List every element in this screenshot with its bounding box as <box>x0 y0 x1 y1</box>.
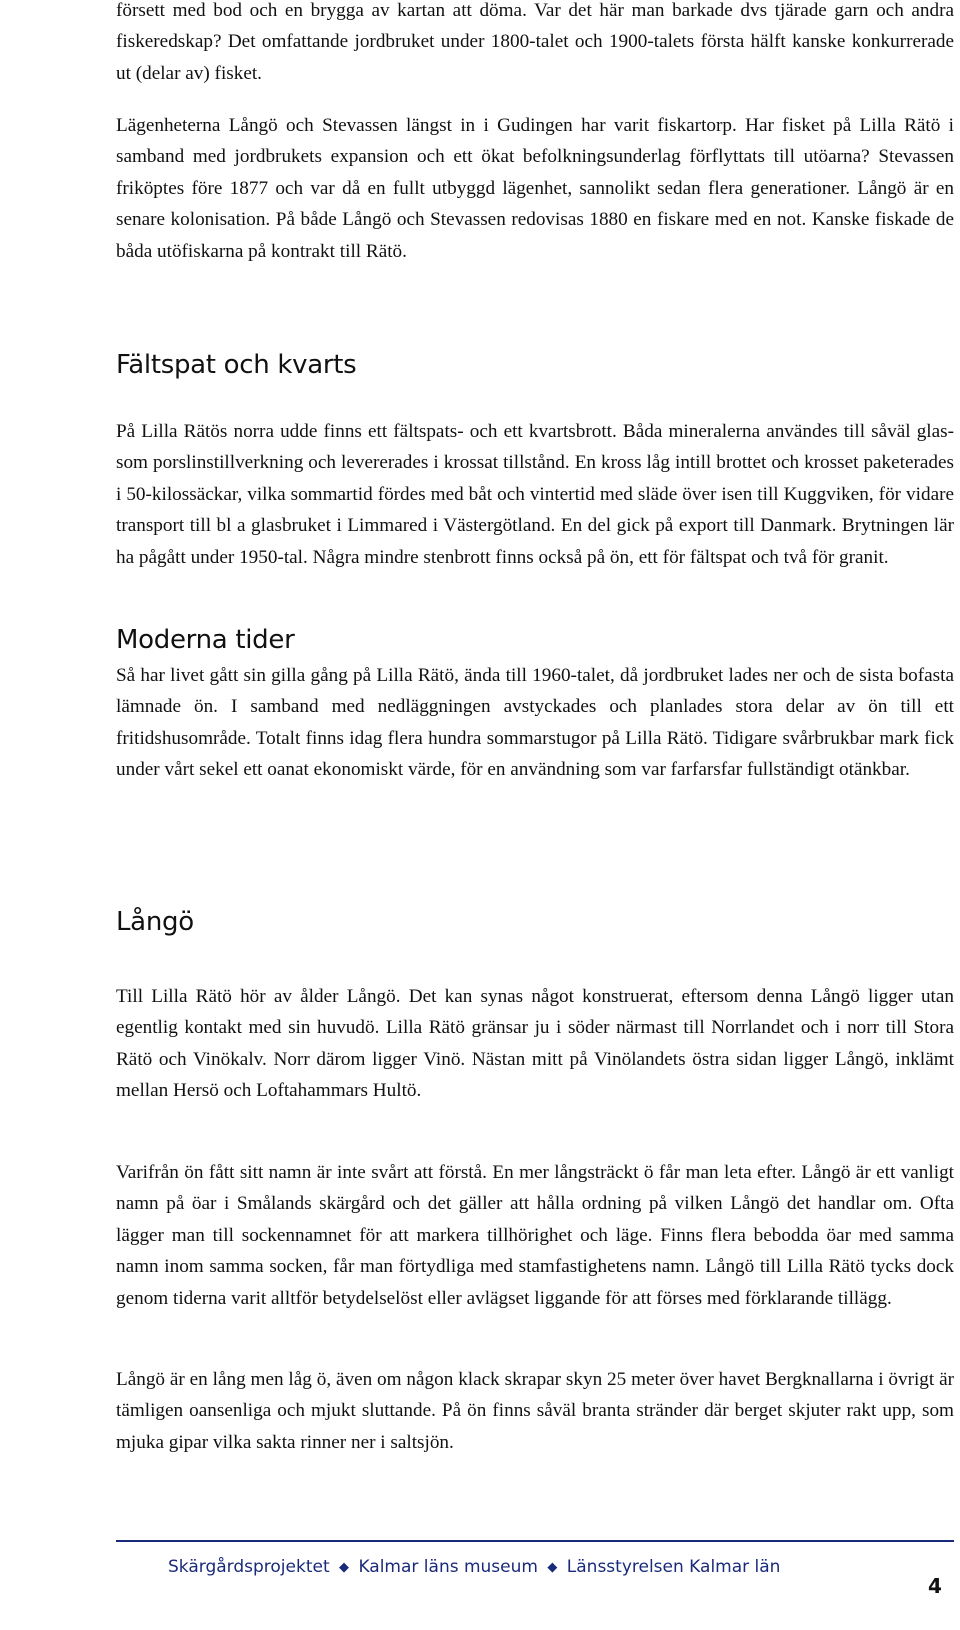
heading-lango: Långö <box>116 907 194 937</box>
page-number: 4 <box>928 1574 942 1598</box>
heading-faltspat-och-kvarts: Fältspat och kvarts <box>116 350 357 380</box>
heading-moderna-tider: Moderna tider <box>116 625 295 655</box>
paragraph-moderna-tider: Så har livet gått sin gilla gång på Lilla Rätö, ända till 1960-talet, då jordbruket lades ner och de sista bofasta lämnade ön. I samband med nedläggningen avstyckades och planlades stora delar av ön till ett fritidshusområde. Totalt finns idag flera hundra sommarstugor på Lilla Rätö. Tidigare svårbrukbar mark fick under vårt sekel ett oanat ekonomiskt värde, för en användning som var farfarsfar fullständigt otänkbar. <box>116 665 954 781</box>
footer-divider <box>116 1540 954 1542</box>
paragraph-lango-landscape: Långö är en lång men låg ö, även om någon klack skrapar skyn 25 meter över havet Bergknallarna i övrigt är tämligen oansenliga och mjukt sluttande. På ön finns såväl branta stränder där berget skjuter rakt upp, som mjuka gipar vilka sakta rinner ner i saltsjön. <box>116 1369 954 1453</box>
page-footer <box>168 1557 780 1577</box>
footer-kalmar-lans-museum: Kalmar läns museum <box>358 1557 538 1577</box>
paragraph-fiske-intro: försett med bod och en brygga av kartan att döma. Var det här man barkade dvs tjärade garn och andra fiskeredskap? Det omfattande jordbruket under 1800-talet och 1900-talets första hälft kanske konkurrerade ut (delar av) fisket. <box>116 0 954 84</box>
diamond-separator-icon: ◆ <box>339 1560 350 1575</box>
paragraph-faltspat: På Lilla Rätös norra udde finns ett fältspats- och ett kvartsbrott. Båda mineralerna användes till såväl glas- som porslinstillverkning och levererades i krossat tillstånd. En kross låg intill brottet och krosset paketerades i 50-kilossäckar, vilka sommartid fördes med båt och vintertid med släde över isen till Kuggviken, för vidare transport till bl a glasbruket i Limmared i Västergötland. En del gick på export till Danmark. Brytningen lär ha pågått under 1950-tal. Några mindre stenbrott finns också på ön, ett för fältspat och två för granit. <box>116 421 954 568</box>
paragraph-lango-name: Varifrån ön fått sitt namn är inte svårt att förstå. En mer långsträckt ö får man leta efter. Långö är ett vanligt namn på öar i Smålands skärgård och det gäller att hålla ordning på vilken Långö det handlar om. Ofta lägger man till sockennamnet för att markera tillhörighet och läge. Finns flera bebodda öar med samma namn inom samma socken, får man förtydliga med stamfastighetens namn. Långö till Lilla Rätö tycks dock genom tiderna varit alltför betydelselöst eller avlägset liggande för att förses med förklarande tillägg. <box>116 1162 954 1309</box>
paragraph-fiskartorp: Lägenheterna Långö och Stevassen längst in i Gudingen har varit fiskartorp. Har fisket på Lilla Rätö i samband med jordbrukets expansion och ett ökat befolkningsunderlag förflyttats till utöarna? Stevassen friköptes före 1877 och var då en fullt utbyggd lägenhet, sannolikt sedan flera generationer. Långö är en senare kolonisation. På både Långö och Stevassen redovisas 1880 en fiskare med en not. Kanske fiskade de båda utöfiskarna på kontrakt till Rätö. <box>116 115 954 262</box>
footer-skargardsprojektet: Skärgårdsprojektet <box>168 1557 330 1577</box>
diamond-separator-icon: ◆ <box>547 1560 558 1575</box>
footer-lansstyrelsen: Länsstyrelsen Kalmar län <box>566 1557 781 1577</box>
paragraph-lango-location: Till Lilla Rätö hör av ålder Långö. Det kan synas något konstruerat, eftersom denna Långö ligger utan egentlig kontakt med sin huvudö. Lilla Rätö gränsar ju i söder närmast till Norrlandet och i norr till Stora Rätö och Vinökalv. Norr därom ligger Vinö. Nästan mitt på Vinölandets östra sidan ligger Långö, inklämt mellan Hersö och Loftahammars Hultö. <box>116 986 954 1102</box>
